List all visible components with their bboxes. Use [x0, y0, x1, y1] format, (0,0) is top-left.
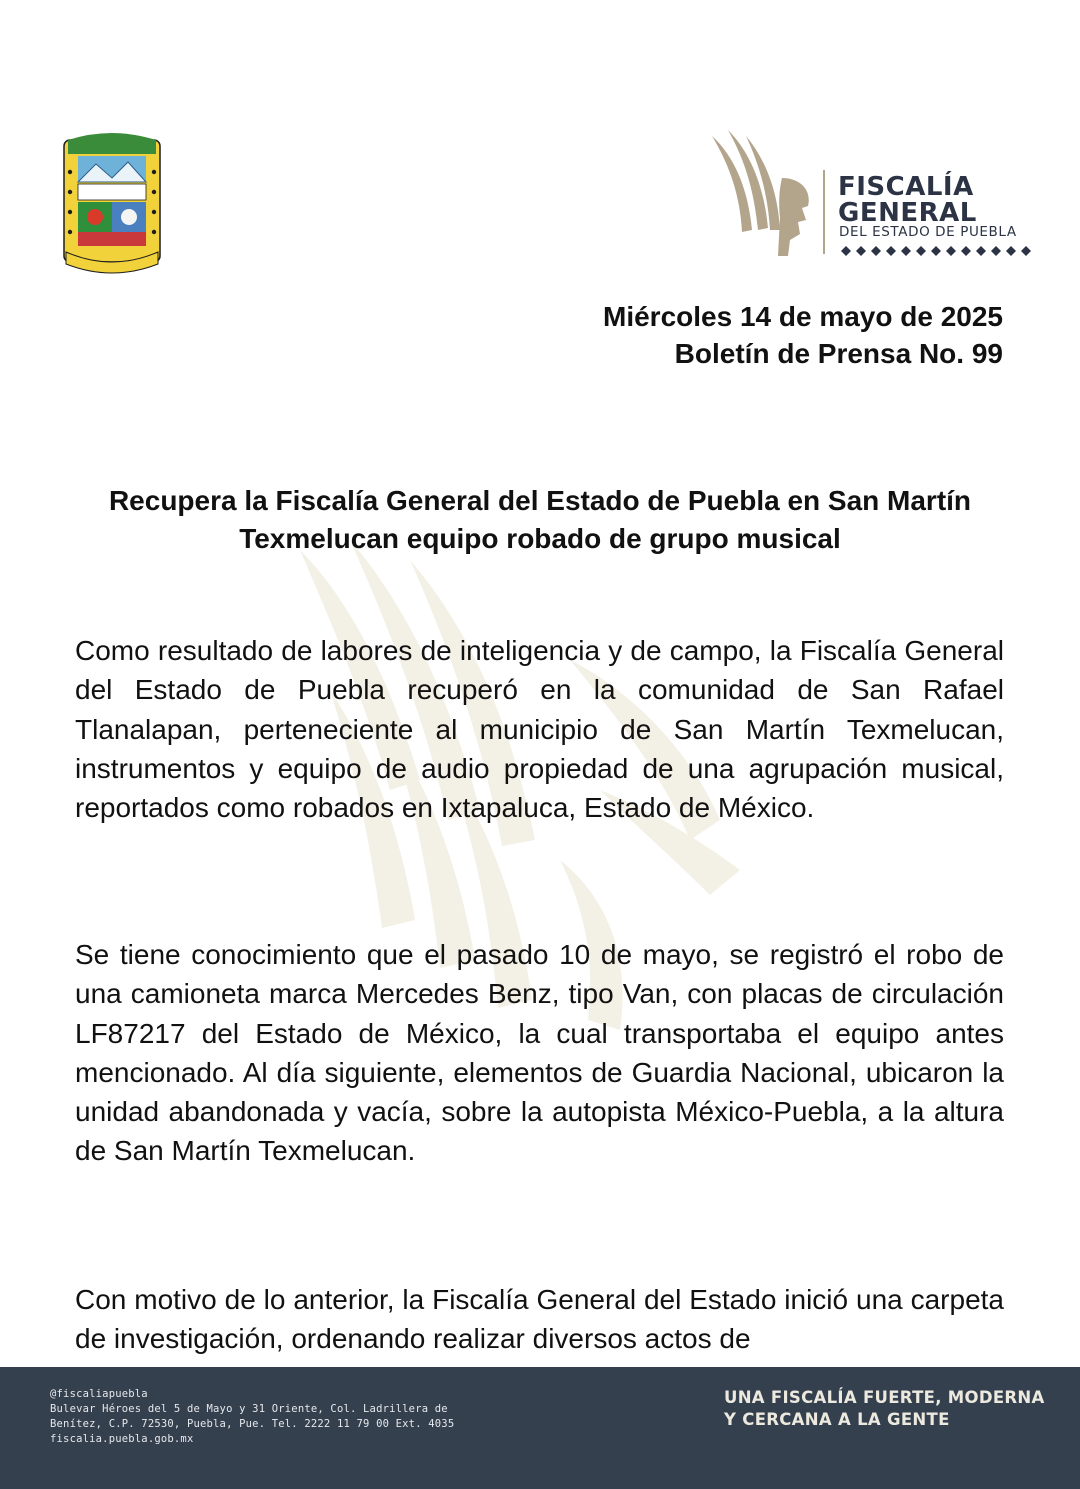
slogan-line-2: Y CERCANA A LA GENTE: [724, 1410, 950, 1429]
social-handle[interactable]: @fiscaliapuebla: [50, 1388, 148, 1400]
decorative-pattern: [839, 244, 1039, 258]
fiscalia-general-logo: [708, 130, 1048, 262]
website-link[interactable]: fiscalia.puebla.gob.mx: [50, 1433, 194, 1445]
slogan-line-1: UNA FISCALÍA FUERTE, MODERNA: [724, 1388, 1045, 1407]
body-paragraph-2: Se tiene conocimiento que el pasado 10 de mayo, se registró el robo de una camioneta marca Mercedes Benz, tipo Van, con placas de circulación LF87217 del Estado de México, la cual transportaba el equipo antes mencionado. Al día siguiente, elementos de Guardia Nacional, ubicaron la unidad abandonada y vacía, sobre la autopista México-Puebla, a la altura de San Martín Texmelucan.: [75, 939, 1004, 1167]
puebla-state-seal: [58, 132, 166, 274]
agency-name-line3: DEL ESTADO DE PUEBLA: [839, 224, 1017, 240]
press-headline: Recupera la Fiscalía General del Estado de Puebla en San Martín Texmelucan equipo robado de grupo musical: [108, 485, 972, 554]
address-line-1: Bulevar Héroes del 5 de Mayo y 31 Oriente, Col. Ladrillera de: [50, 1403, 448, 1415]
footer-contact: [50, 1387, 454, 1447]
bulletin-number: Boletín de Prensa No. 99: [674, 338, 1003, 369]
agency-name-line1: FISCALÍA: [838, 172, 974, 202]
agency-name-line2: GENERAL: [838, 198, 977, 228]
logo-divider: [823, 170, 825, 254]
press-date: Miércoles 14 de mayo de 2025: [603, 301, 1003, 332]
body-paragraph-3: Con motivo de lo anterior, la Fiscalía General del Estado inició una carpeta de investigación, ordenando realizar diversos actos de: [75, 1284, 1004, 1355]
footer-slogan: [724, 1387, 1045, 1431]
dateline: [603, 298, 1003, 372]
eagle-head-icon: [708, 130, 828, 262]
footer: [0, 1367, 1080, 1489]
address-line-2: Benítez, C.P. 72530, Puebla, Pue. Tel. 2222 11 79 00 Ext. 4035: [50, 1418, 455, 1430]
body-paragraph-1: Como resultado de labores de inteligencia y de campo, la Fiscalía General del Estado de Puebla recuperó en la comunidad de San Rafael Tlanalapan, perteneciente al municipio de San Martín Texmelucan, instrumentos y equipo de audio propiedad de una agrupación musical, reportados como robados en Ixtapaluca, Estado de México.: [75, 635, 1004, 824]
